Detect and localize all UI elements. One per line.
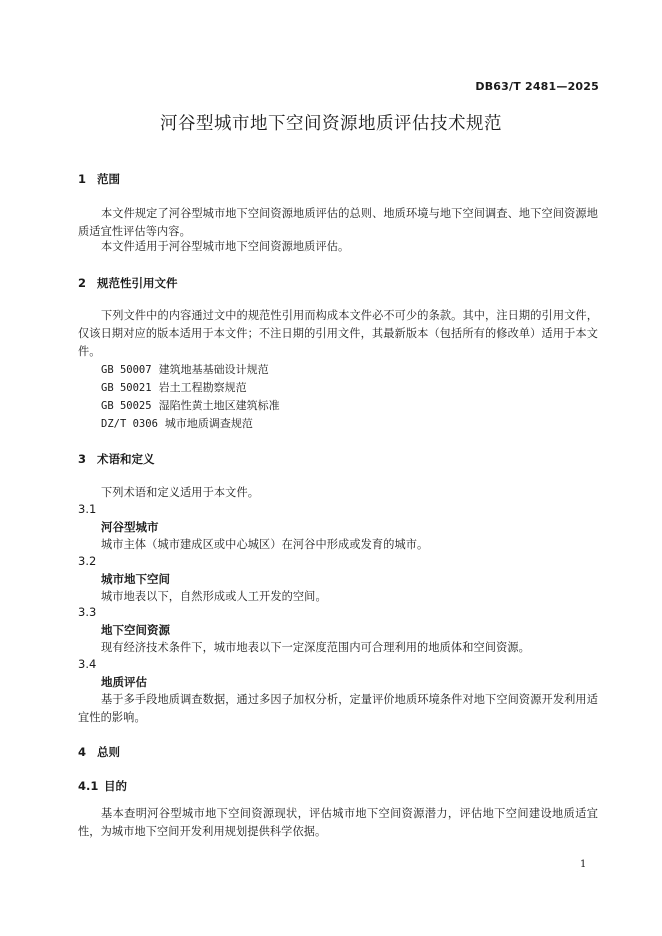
section-1-paragraph-2: 本文件适用于河谷型城市地下空间资源地质评估。: [101, 240, 350, 253]
reference-name: 城市地质调查规范: [164, 417, 253, 430]
document-title: 河谷型城市地下空间资源地质评估技术规范: [160, 114, 502, 134]
standard-code: DB63/T 2481—2025: [475, 80, 599, 93]
section-1-paragraph-1: 本文件规定了河谷型城市地下空间资源地质评估的总则、地质环境与地下空间调查、地下空间资源地质适宜性评估等内容。: [78, 207, 598, 238]
term-name: 河谷型城市: [101, 520, 159, 534]
section-3-heading: [78, 451, 155, 467]
term-definition: 基于多手段地质调查数据，通过多因子加权分析，定量评价地质环境条件对地下空间资源开发利用适宜性的影响。: [78, 693, 598, 724]
reference-item: [101, 379, 247, 395]
section-3-intro: 下列术语和定义适用于本文件。: [101, 486, 260, 499]
term-name: 城市地下空间: [101, 572, 170, 586]
subsection-number: 4.1: [78, 779, 99, 793]
term-name: 地质评估: [101, 675, 147, 689]
reference-item: [101, 415, 253, 431]
term-definition: 现有经济技术条件下，城市地表以下一定深度范围内可合理利用的地质体和空间资源。: [101, 641, 530, 654]
term-number: 3.2: [78, 554, 97, 568]
section-4-heading: [78, 744, 120, 760]
term-definition: 城市主体（城市建成区或中心城区）在河谷中形成或发育的城市。: [101, 538, 429, 551]
section-1-heading: [78, 171, 120, 187]
subsection-title: 目的: [104, 779, 128, 793]
term-number: 3.1: [78, 502, 97, 516]
section-number: 2: [78, 276, 87, 290]
section-2-heading: [78, 275, 178, 291]
term-number: 3.3: [78, 605, 97, 619]
section-title: 范围: [97, 172, 120, 186]
section-number: 3: [78, 452, 87, 466]
term-name: 地下空间资源: [101, 623, 170, 637]
section-number: 4: [78, 745, 87, 759]
reference-name: 岩土工程勘察规范: [158, 381, 247, 394]
reference-item: [101, 361, 269, 377]
page-number: 1: [580, 859, 587, 870]
term-definition: 城市地表以下，自然形成或人工开发的空间。: [101, 590, 327, 603]
section-number: 1: [78, 172, 87, 186]
reference-name: 建筑地基基础设计规范: [158, 363, 269, 376]
reference-item: [101, 397, 280, 413]
subsection-4-1-heading: [78, 778, 127, 794]
section-2-paragraph: 下列文件中的内容通过文中的规范性引用而构成本文件必不可少的条款。其中，注日期的引用文件，仅该日期对应的版本适用于本文件；不注日期的引用文件，其最新版本（包括所有的修改单）适用于本文件。: [78, 309, 598, 358]
reference-code: GB 50025: [101, 400, 152, 412]
section-title: 总则: [97, 745, 120, 759]
reference-name: 湿陷性黄土地区建筑标准: [158, 399, 280, 412]
reference-code: GB 50021: [101, 382, 152, 394]
subsection-4-1-paragraph: 基本查明河谷型城市地下空间资源现状，评估城市地下空间资源潜力，评估地下空间建设地质适宜性，为城市地下空间开发利用规划提供科学依据。: [78, 807, 598, 838]
section-title: 规范性引用文件: [97, 276, 178, 290]
reference-code: GB 50007: [101, 364, 152, 376]
section-title: 术语和定义: [97, 452, 155, 466]
term-number: 3.4: [78, 657, 97, 671]
reference-code: DZ/T 0306: [101, 418, 158, 430]
